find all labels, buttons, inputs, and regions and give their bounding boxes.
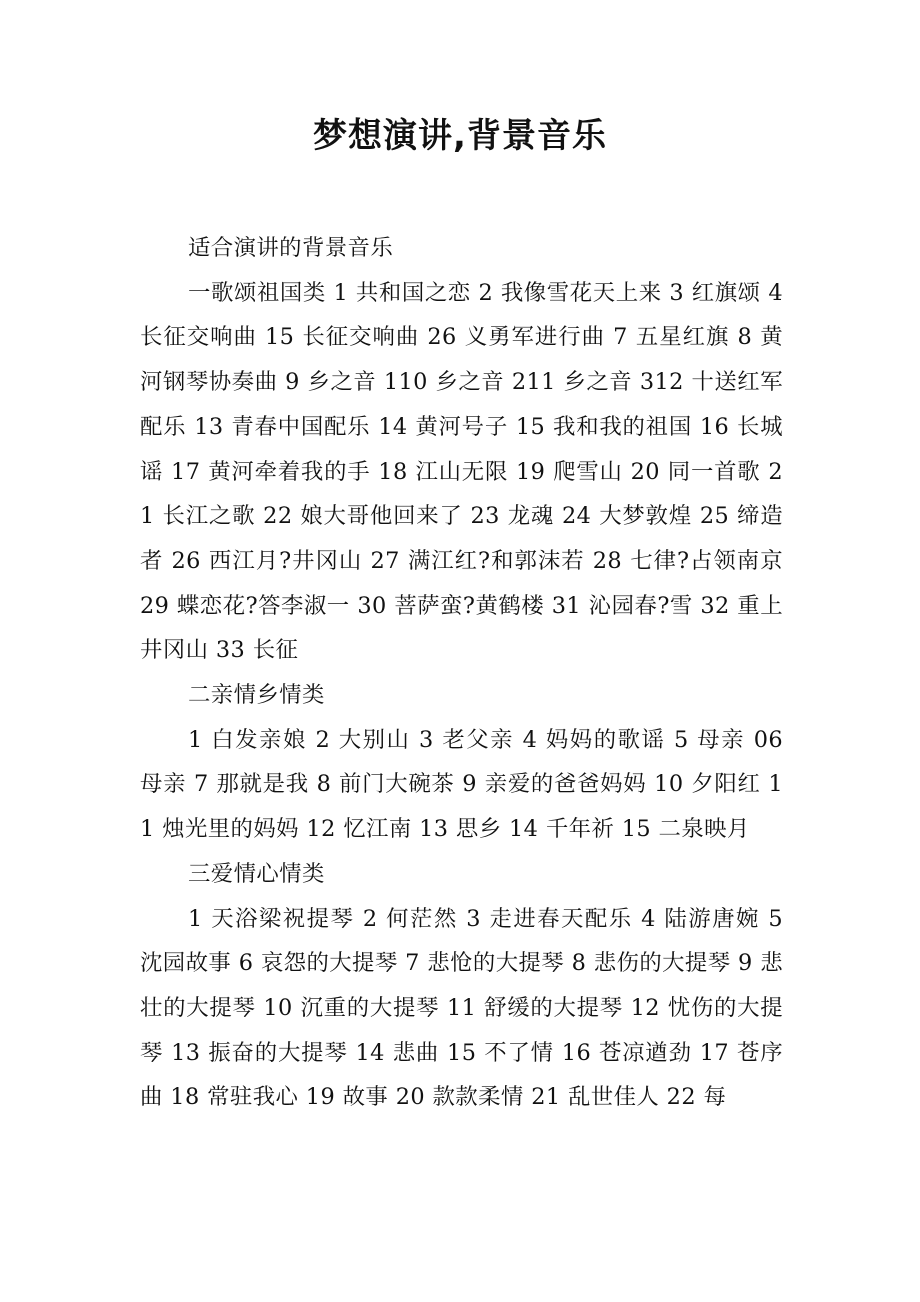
section-heading-intro: 适合演讲的背景音乐 <box>188 235 394 261</box>
paragraph-family-list: 1 白发亲娘 2 大别山 3 老父亲 4 妈妈的歌谣 5 母亲 06 母亲 7 那就是我 8 前门大碗茶 9 亲爱的爸爸妈妈 10 夕阳红 11 烛光里的妈妈 12 忆江南 13 思乡 14 千年祈 15 二泉映月 <box>140 726 783 843</box>
document-body <box>140 226 783 1120</box>
paragraph-love-list: 1 天浴梁祝提琴 2 何茫然 3 走进春天配乐 4 陆游唐婉 5 沈园故事 6 哀怨的大提琴 7 悲怆的大提琴 8 悲伤的大提琴 9 悲壮的大提琴 10 沉重的大提琴 11 舒缓的大提琴 12 忧伤的大提琴 13 振奋的大提琴 14 悲曲 15 不了情 16 苍凉遒劲 17 苍序曲 18 常驻我心 19 故事 20 款款柔情 21 乱世佳人 22 每 <box>140 905 783 1111</box>
section-heading-love: 三爱情心情类 <box>188 860 325 887</box>
document-title: 梦想演讲,背景音乐 <box>313 116 607 156</box>
paragraph-patriotic-list: 一歌颂祖国类 1 共和国之恋 2 我像雪花天上来 3 红旗颂 4 长征交响曲 15 长征交响曲 26 义勇军进行曲 7 五星红旗 8 黄河钢琴协奏曲 9 乡之音 110 乡之音 211 乡之音 312 十送红军配乐 13 青春中国配乐 14 黄河号子 15 我和我的祖国 16 长城谣 17 黄河牵着我的手 18 江山无限 19 爬雪山 20 同一首歌 21 长江之歌 22 娘大哥他回来了 23 龙魂 24 大梦敦煌 25 缔造者 26 西江月?井冈山 27 满江红?和郭沫若 28 七律?占领南京 29 蝶恋花?答李淑一 30 菩萨蛮?黄鹤楼 31 沁园春?雪 32 重上井冈山 33 长征 <box>140 279 783 664</box>
section-heading-family: 二亲情乡情类 <box>188 682 325 709</box>
